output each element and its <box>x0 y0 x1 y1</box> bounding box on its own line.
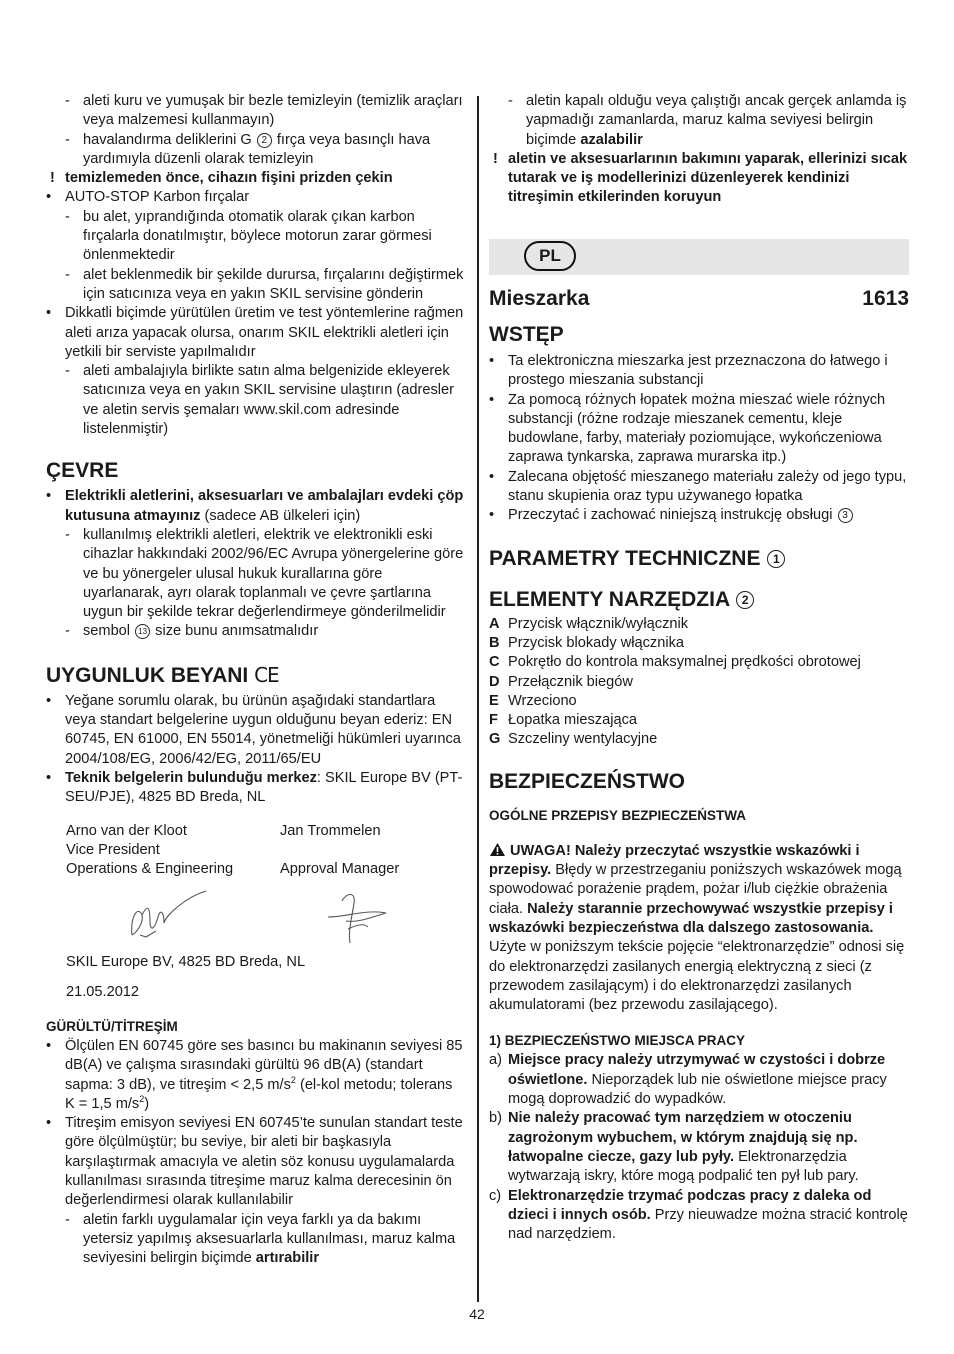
item-text: AUTO-STOP Karbon fırçalar <box>65 189 250 206</box>
circled-number: 2 <box>257 133 272 148</box>
list-item <box>46 1037 466 1114</box>
item-text: (el-kol metodu; tolerans K = 1,5 m/s <box>65 1076 453 1112</box>
signatory-title: Vice President <box>66 841 160 858</box>
list-item <box>46 622 466 641</box>
language-badge: PL <box>524 241 576 271</box>
list-item <box>489 1109 909 1186</box>
item-text: alet beklenmedik bir şekilde durursa, fırçalarını değiştirmek için satıcınıza veya en yakın SKIL servisine gönderin <box>83 266 464 302</box>
list-item <box>489 653 909 672</box>
product-title: Mieszarka <box>489 287 590 310</box>
list-item <box>46 526 466 622</box>
heading-text: UYGUNLUK BEYANI <box>46 663 249 687</box>
bold-text: Elektrikli aletlerini, aksesuarları ve ambalajları evdeki çöp kutusuna atmayınız <box>65 488 464 524</box>
item-key: A <box>489 615 500 632</box>
section-heading-elementy <box>489 588 909 612</box>
item-text: Ölçülen EN 60745 göre ses basıncı bu makinanın seviyesi 85 dB(A) ve çalışma sırasındaki gürültü 96 dB(A) (standart sapma: 3 dB), ve titreşim < 2,5 m/s <box>65 1037 463 1093</box>
list-item <box>489 92 909 150</box>
signatory-title: Approval Manager <box>280 861 400 878</box>
warning-item <box>46 169 466 188</box>
item-key: C <box>489 654 500 671</box>
item-text: Łopatka mieszająca <box>508 712 637 729</box>
product-model: 1613 <box>862 287 909 310</box>
bold-text: Nie należy pracować tym narzędziem w otoczeniu zagrożonym wybuchem, w którym znajdują się np. łatwopalne ciecze, gazy lub pyły. <box>508 1110 858 1165</box>
item-text: Elektronarzędzia wytwarzają iskry, które mogą podpalić ten pył lub pary. <box>508 1148 859 1185</box>
section-heading-noise: GÜRÜLTÜ/TİTREŞİM <box>46 1018 178 1034</box>
item-text: ) <box>144 1095 150 1112</box>
section-heading-uygunluk <box>46 663 466 688</box>
bold-text: artırabilir <box>255 1250 320 1267</box>
list-item <box>489 673 909 692</box>
product-title-row <box>489 287 909 311</box>
list-item <box>489 692 909 711</box>
item-text: aletin farklı uygulamalar için veya farklı ya da bakımı yetersiz yapılmış aksesuarlarla kullanılması, maruz kalma seviyesini belirgin biçimde <box>83 1211 456 1267</box>
signatory-name: Jan Trommelen <box>280 822 381 839</box>
item-text: aleti kuru ve yumuşak bir bezle temizleyin (temizlik araçları veya malzemesi kullanmayın) <box>83 93 463 129</box>
superscript: 2 <box>139 1094 145 1105</box>
item-text: Przycisk włącznik/wyłącznik <box>508 615 689 632</box>
list-item <box>489 468 909 507</box>
section-heading-wstep: WSTĘP <box>489 323 564 346</box>
list-item <box>46 188 466 207</box>
item-text: Przeczytać i zachować niniejszą instrukcję obsługi <box>508 507 837 524</box>
list-item <box>46 131 466 170</box>
item-text: Zalecana objętość mieszanego materiału zależy od jego typu, stanu skupienia oraz typu używanego łopatka <box>508 468 907 505</box>
list-item <box>46 487 466 526</box>
right-column <box>489 92 909 208</box>
list-item <box>489 1187 909 1245</box>
item-text: Titreşim emisyon seviyesi EN 60745’te sunulan standart teste göre ölçülmüştür; bu seviye, bir aleti bir başkasıyla karşılaştırmak amacıyla ve aletin söz konusu uygulamalarda kullanılması sırasında titreşime maruz kalma derecesinin ön değerlendirmesi olarak kullanılabilir <box>65 1115 463 1209</box>
ce-mark-icon: CE <box>254 662 279 687</box>
list-item <box>489 711 909 730</box>
list-item <box>46 692 466 769</box>
bold-text: Miejsce pracy należy utrzymywać w czystości i dobrze oświetlone. <box>508 1052 886 1088</box>
item-text: bu alet, yıprandığında otomatik olarak çıkan karbon fırçalarla donatılmıştır, böylece motorun zarar görmesi önlenmektedir <box>83 208 432 264</box>
item-text: Przełącznik biegów <box>508 673 633 690</box>
item-text: (sadece AB ülkeleri için) <box>200 507 361 524</box>
bold-text: azalabilir <box>580 131 643 148</box>
circled-number: 13 <box>135 624 150 639</box>
warning-paragraph <box>489 842 909 1016</box>
section-heading-cevre: ÇEVRE <box>46 459 119 483</box>
list-item <box>46 208 466 266</box>
item-key: E <box>489 692 499 709</box>
item-text: Dikkatli biçimde yürütülen üretim ve test yöntemlerine rağmen aleti arıza yapacak olursa, onarım SKIL elektrikli aletleri için yetkili bir serviste yapılmalıdır <box>65 305 464 360</box>
signatory-right <box>280 822 470 880</box>
signature-image <box>46 887 466 949</box>
list-item <box>46 769 466 808</box>
list-item <box>46 362 466 439</box>
item-text: aleti ambalajıyla birlikte satın alma belgenizide ekleyerek satıcınıza veya en yakın SKIL servisine ulaştırın (adresler ve aletin servis şemaları www.skil.com adresinde listelenmiştir) <box>83 363 454 438</box>
signatory-left <box>66 822 280 880</box>
list-item <box>489 615 909 634</box>
bold-text: UWAGA! Należy przeczytać wszystkie wskazówki i przepisy. <box>489 842 860 879</box>
item-text: sembol <box>83 623 135 640</box>
right-column-polish <box>489 287 909 1244</box>
item-key: D <box>489 673 500 690</box>
signatory-name: Arno van der Kloot <box>66 822 187 839</box>
item-text: aletin ve aksesuarlarının bakımını yaparak, ellerinizi sıcak tutarak ve iş modellerinizi düzenleyerek kendinizi titreşimin etkilerinden koruyun <box>508 150 908 206</box>
bold-text: Elektronarzędzie trzymać podczas pracy z daleka od dzieci i innych osób. <box>508 1187 872 1223</box>
item-text: Za pomocą różnych łopatek można mieszać wiele różnych substancji (różne rodzaje mieszanek cementu, kleje budowlane, farby, materiały poziomujące, wykończeniowa zaprawa tynkarska, zaprawa murarska itp.) <box>508 391 886 466</box>
list-item <box>46 1114 466 1210</box>
left-column <box>46 92 466 1269</box>
heading-text: ELEMENTY NARZĘDZIA <box>489 587 736 611</box>
item-key: c) <box>489 1187 502 1204</box>
list-item <box>46 1211 466 1269</box>
item-text: fırça veya basınçlı hava yardımıyla düzenli olarak temizleyin <box>83 131 431 167</box>
heading-text: PARAMETRY TECHNICZNE <box>489 546 767 570</box>
subheading-miejsce: 1) BEZPIECZEŃSTWO MIEJSCA PRACY <box>489 1033 746 1049</box>
item-text: Ta elektroniczna mieszarka jest przeznaczona do łatwego i prostego mieszania substancji <box>508 353 888 389</box>
signature-block <box>46 822 466 880</box>
circled-number: 2 <box>736 591 754 609</box>
item-key: F <box>489 712 498 729</box>
bold-text: Należy starannie przechowywać wszystkie przepisy i wskazówki bezpieczeństwa dla dalszego zastosowania. <box>489 900 893 936</box>
handwritten-signatures <box>46 887 466 949</box>
list-item <box>46 92 466 131</box>
signatory-dept: Operations & Engineering <box>66 861 234 878</box>
item-text: aletin kapalı olduğu veya çalıştığı ancak gerçek anlamda iş yapmadığı zamanlarda, maruz kalma seviyesi belirgin biçimde <box>526 93 907 148</box>
warning-item <box>489 150 909 208</box>
list-item <box>489 391 909 468</box>
list-item <box>489 634 909 653</box>
section-heading-bezpieczenstwo: BEZPIECZEŃSTWO <box>489 769 686 793</box>
item-text: kullanılmış elektrikli aletleri, elektrik ve elektronikli eski cihazlar hakkındaki 2002/96/EC Avrupa yönergelerine göre ve bu yönergeler ulusal hukuk kurallarına göre uyarlanarak, ayrı olarak toplanmalı ve çevre şartlarına uygun bir şekilde tekrar değerlendirmeye gönderilmelidir <box>83 526 464 621</box>
item-text: Pokrętło do kontrola maksymalnej prędkości obrotowej <box>508 654 861 671</box>
column-divider <box>477 96 479 1302</box>
elements-list <box>489 615 909 750</box>
page-number: 42 <box>469 1306 485 1322</box>
subheading-ogolne: OGÓLNE PRZEPISY BEZPIECZEŃSTWA <box>489 807 747 823</box>
item-key: b) <box>489 1110 502 1127</box>
item-text: havalandırma deliklerini G <box>83 131 256 148</box>
item-text: Szczeliny wentylacyjne <box>508 731 658 748</box>
list-item <box>489 730 909 749</box>
blank-line <box>280 841 470 860</box>
item-text: Yeğane sorumlu olarak, bu ürünün aşağıdaki standartlara veya standart belgelerine uygun olduğunu beyan ederiz: EN 60745, EN 61000, EN 55014, yönetmeliği hükümleri uyarınca 2004/108/EG, 2006/42/EG, 2011/65/EU <box>65 692 461 767</box>
list-item <box>489 506 909 525</box>
care-list <box>46 92 466 439</box>
list-item <box>489 352 909 391</box>
item-text: Użyte w poniższym tekście pojęcie “elektronarzędzie” odnosi się do elektronarzędzi zasilanych energią elektryczną z sieci (z przewodem zasilającym) i do elektronarzędzi zasilanych akumulatorami (bez przewodu zasilającego). <box>489 939 905 1014</box>
item-text: temizlemeden önce, cihazın fişini prizden çekin <box>65 170 393 187</box>
item-text: size bunu anımsatmalıdır <box>151 623 319 640</box>
section-heading-parametry <box>489 547 909 571</box>
bold-text: Teknik belgelerin bulunduğu merkez <box>65 769 317 786</box>
list-item <box>46 266 466 305</box>
item-key: a) <box>489 1052 502 1069</box>
circled-number: 3 <box>838 508 853 523</box>
signature-date: 21.05.2012 <box>66 983 140 1000</box>
item-key: B <box>489 634 500 651</box>
superscript: 2 <box>290 1074 296 1085</box>
warning-triangle-icon <box>489 842 506 857</box>
item-text: Nieporządek lub nie oświetlone miejsce pracy mogą doprowadzić do wypadków. <box>508 1071 887 1108</box>
item-key: G <box>489 731 501 748</box>
circled-number: 1 <box>767 550 785 568</box>
item-text: : SKIL Europe BV (PT-SEU/PJE), 4825 BD Breda, NL <box>65 769 463 806</box>
company-address: SKIL Europe BV, 4825 BD Breda, NL <box>66 954 306 971</box>
language-bar <box>489 239 909 275</box>
list-item <box>46 304 466 362</box>
list-item <box>489 1051 909 1109</box>
item-text: Przycisk blokady włącznika <box>508 634 684 651</box>
item-text: Błędy w przestrzeganiu poniższych wskazówek mogą spowodować porażenie prądem, pożar i/lub ciężkie obrażenia ciała. <box>489 862 902 917</box>
item-text: Wrzeciono <box>508 692 577 709</box>
item-text: Przy nieuwadze można stracić kontrolę nad narzędziem. <box>508 1206 908 1243</box>
